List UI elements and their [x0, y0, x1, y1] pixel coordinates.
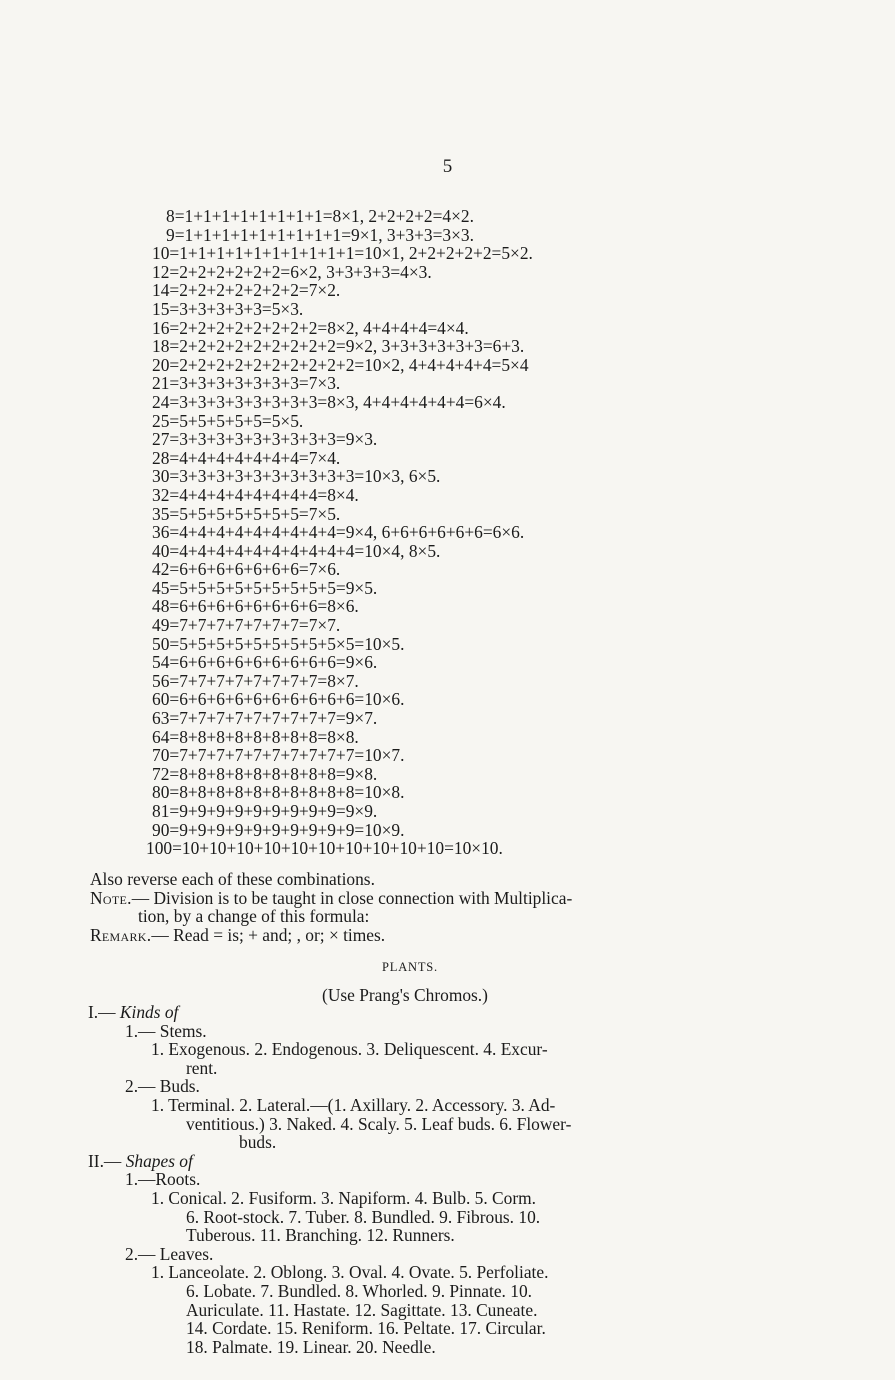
- note-label: Note.: [90, 887, 132, 908]
- equation-line: 36=4+4+4+4+4+4+4+4+4=9×4, 6+6+6+6+6+6=6×6.: [152, 522, 525, 543]
- equation-list: [146, 206, 533, 859]
- leaves-line: 6. Lobate. 7. Bundled. 8. Whorled. 9. Pinnate. 10.: [186, 1280, 532, 1301]
- equation-line: 21=3+3+3+3+3+3+3=7×3.: [152, 373, 341, 394]
- equation-line: 20=2+2+2+2+2+2+2+2+2+2=10×2, 4+4+4+4+4=5×4: [152, 354, 529, 375]
- equation-line: 32=4+4+4+4+4+4+4+4=8×4.: [152, 484, 359, 505]
- stems-label: 1.— Stems.: [125, 1020, 207, 1041]
- section-kinds: [88, 1003, 728, 1022]
- roots-list: [88, 1189, 728, 1245]
- stems-line: rent.: [186, 1057, 218, 1078]
- section-title: Kinds of: [119, 1002, 179, 1022]
- leaves-line: 1. Lanceolate. 2. Oblong. 3. Oval. 4. Ovate. 5. Perfoliate.: [151, 1262, 549, 1283]
- equation-line: 12=2+2+2+2+2+2=6×2, 3+3+3+3=4×3.: [152, 261, 432, 282]
- roots-line: 1. Conical. 2. Fusiform. 3. Napiform. 4. Bulb. 5. Corm.: [151, 1187, 536, 1208]
- equation-line: 14=2+2+2+2+2+2+2=7×2.: [152, 280, 341, 301]
- equation-line: 30=3+3+3+3+3+3+3+3+3+3=10×3, 6×5.: [152, 466, 441, 487]
- equation-line: 16=2+2+2+2+2+2+2+2=8×2, 4+4+4+4=4×4.: [152, 317, 469, 338]
- equation-line: 45=5+5+5+5+5+5+5+5+5=9×5.: [152, 577, 378, 598]
- buds-line: 1. Terminal. 2. Lateral.—(1. Axillary. 2. Accessory. 3. Ad-: [151, 1094, 556, 1115]
- roots-line: Tuberous. 11. Branching. 12. Runners.: [186, 1225, 455, 1246]
- division-note-continued: tion, by a change of this formula:: [138, 906, 370, 927]
- leaves-line: 18. Palmate. 19. Linear. 20. Needle.: [186, 1336, 436, 1357]
- equation-line: 8=1+1+1+1+1+1+1+1=8×1, 2+2+2+2=4×2.: [166, 206, 474, 226]
- equation-line: 50=5+5+5+5+5+5+5+5+5×5=10×5.: [152, 633, 405, 654]
- plants-heading: PLANTS.: [382, 960, 438, 974]
- remark: [90, 926, 730, 945]
- equation-line: 9=1+1+1+1+1+1+1+1+1=9×1, 3+3+3=3×3.: [166, 224, 474, 245]
- leaves-label: 2.— Leaves.: [125, 1243, 214, 1264]
- buds-line: ventitious.) 3. Naked. 4. Scaly. 5. Leaf buds. 6. Flower-: [186, 1113, 572, 1134]
- equation-line: 90=9+9+9+9+9+9+9+9+9+9=10×9.: [152, 819, 405, 840]
- leaves-line: Auriculate. 11. Hastate. 12. Sagittate. 13. Cuneate.: [186, 1299, 538, 1320]
- reverse-note: Also reverse each of these combinations.: [90, 869, 375, 889]
- remark-label: Remark.: [90, 924, 152, 945]
- section-numeral: II.—: [88, 1150, 122, 1171]
- section-title: Shapes of: [125, 1150, 193, 1171]
- note-text: — Division is to be taught in close connection with Multiplica-: [131, 887, 573, 908]
- equation-line: 100=10+10+10+10+10+10+10+10+10+10=10×10.: [146, 838, 503, 859]
- section-shapes: [88, 1152, 728, 1171]
- equation-line: 63=7+7+7+7+7+7+7+7+7=9×7.: [152, 708, 378, 729]
- buds-label: 2.— Buds.: [125, 1076, 200, 1097]
- equation-line: 49=7+7+7+7+7+7+7=7×7.: [152, 615, 341, 636]
- equation-line: 64=8+8+8+8+8+8+8+8=8×8.: [152, 726, 359, 747]
- roots-label: 1.—Roots.: [125, 1169, 201, 1190]
- stems-line: 1. Exogenous. 2. Endogenous. 3. Deliquescent. 4. Excur-: [151, 1039, 548, 1060]
- equation-line: 27=3+3+3+3+3+3+3+3+3=9×3.: [152, 429, 378, 450]
- equation-line: 70=7+7+7+7+7+7+7+7+7+7=10×7.: [152, 745, 405, 766]
- buds-line: buds.: [239, 1132, 277, 1153]
- equation-line: 35=5+5+5+5+5+5+5=7×5.: [152, 503, 341, 524]
- buds-list: [88, 1096, 728, 1152]
- stems-list: [88, 1040, 728, 1077]
- leaves-list: [88, 1263, 728, 1356]
- equation-line: 40=4+4+4+4+4+4+4+4+4+4=10×4, 8×5.: [152, 540, 441, 561]
- equation-line: 54=6+6+6+6+6+6+6+6+6=9×6.: [152, 652, 378, 673]
- equation-line: 60=6+6+6+6+6+6+6+6+6+6=10×6.: [152, 689, 405, 710]
- plants-subtitle: (Use Prang's Chromos.): [322, 985, 488, 1005]
- page-number: 5: [442, 156, 453, 177]
- equation-line: 42=6+6+6+6+6+6+6=7×6.: [152, 559, 341, 580]
- equation-line: 72=8+8+8+8+8+8+8+8+8=9×8.: [152, 763, 378, 784]
- equation-line: 24=3+3+3+3+3+3+3+3=8×3, 4+4+4+4+4+4=6×4.: [152, 391, 506, 412]
- division-note: [90, 889, 730, 908]
- equation-line: 25=5+5+5+5+5=5×5.: [152, 410, 304, 431]
- equation-line: 80=8+8+8+8+8+8+8+8+8+8=10×8.: [152, 782, 405, 803]
- equation-line: 18=2+2+2+2+2+2+2+2+2=9×2, 3+3+3+3+3+3=6+3.: [152, 336, 525, 357]
- notes-block: [90, 870, 730, 944]
- remark-text: — Read = is; + and; , or; × times.: [151, 924, 386, 945]
- equation-line: 28=4+4+4+4+4+4+4=7×4.: [152, 447, 341, 468]
- leaves-line: 14. Cordate. 15. Reniform. 16. Peltate. 17. Circular.: [186, 1318, 546, 1339]
- equation-line: 48=6+6+6+6+6+6+6+6=8×6.: [152, 596, 359, 617]
- equation-line: 15=3+3+3+3+3=5×3.: [152, 298, 304, 319]
- section-numeral: I.—: [88, 1002, 116, 1022]
- roots-line: 6. Root-stock. 7. Tuber. 8. Bundled. 9. Fibrous. 10.: [186, 1206, 541, 1227]
- equation-line: 56=7+7+7+7+7+7+7+7=8×7.: [152, 670, 359, 691]
- equation-line: 81=9+9+9+9+9+9+9+9+9=9×9.: [152, 801, 378, 821]
- equation-line: 10=1+1+1+1+1+1+1+1+1+1=10×1, 2+2+2+2+2=5×2.: [152, 243, 533, 264]
- plants-outline: [88, 1003, 728, 1356]
